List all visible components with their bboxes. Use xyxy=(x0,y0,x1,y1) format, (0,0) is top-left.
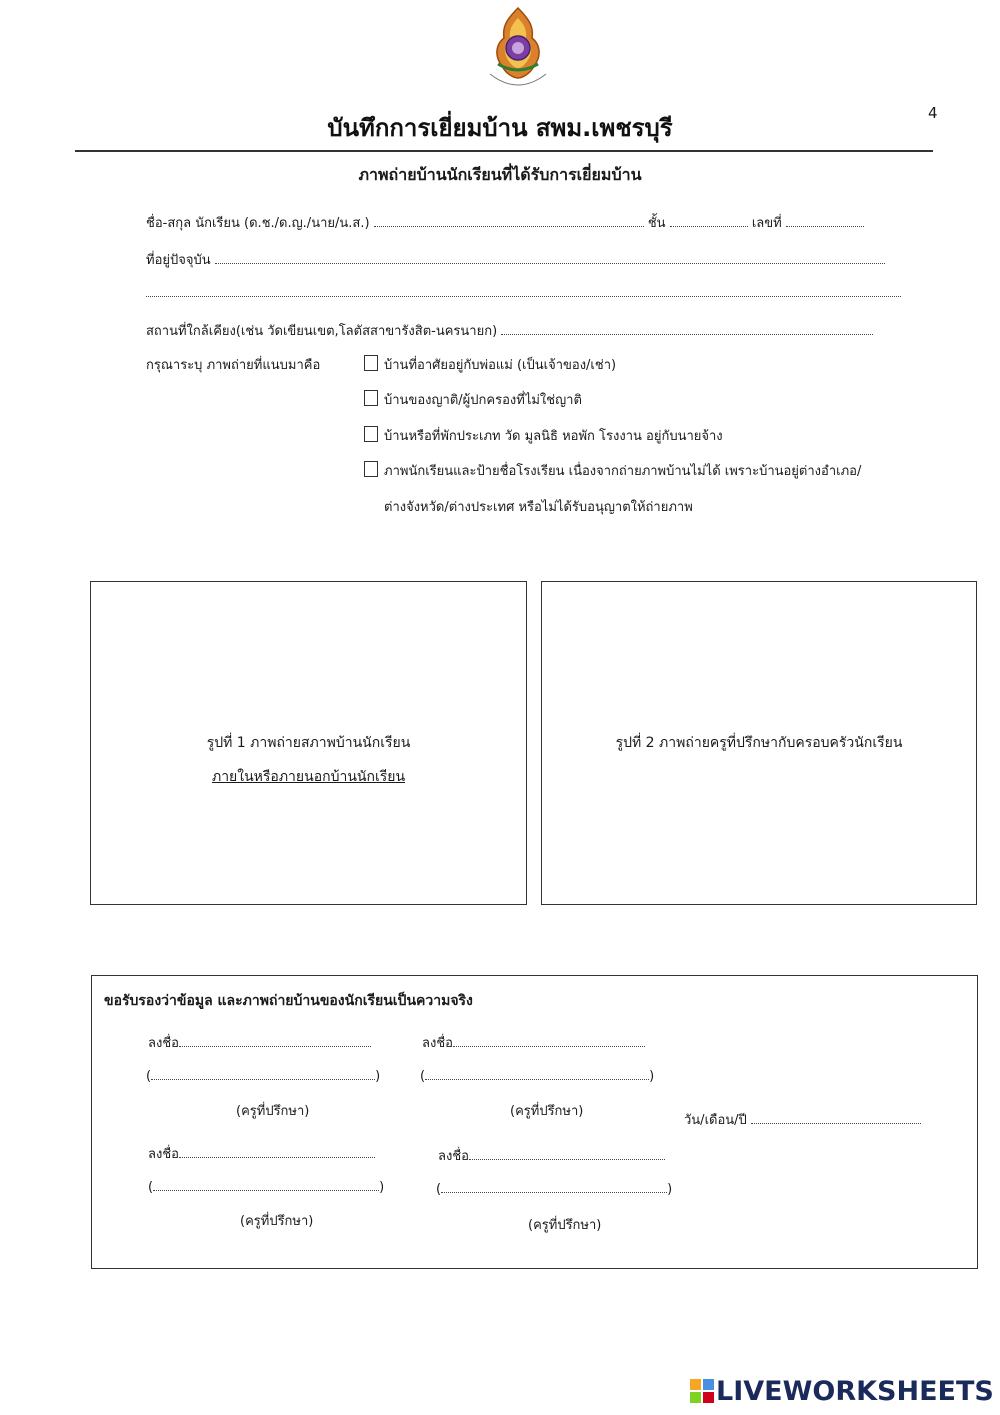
signature-4 xyxy=(438,1145,665,1166)
nearby-row xyxy=(146,320,873,341)
address-field-2[interactable] xyxy=(146,284,901,297)
page-subtitle: ภาพถ่ายบ้านนักเรียนที่ได้รับการเยี่ยมบ้าน xyxy=(358,165,642,184)
sign-field-4[interactable] xyxy=(469,1147,665,1160)
photo-box-1[interactable] xyxy=(90,581,527,905)
sign-label-2: ลงชื่อ xyxy=(422,1036,453,1051)
nearby-field[interactable] xyxy=(501,322,873,335)
page-title: บันทึกการเยี่ยมบ้าน สพม.เพชรบุรี xyxy=(327,114,673,142)
liveworksheets-icon xyxy=(690,1379,714,1403)
certify-heading: ขอรับรองว่าข้อมูล และภาพถ่ายบ้านของนักเรียนเป็นความจริง xyxy=(104,993,473,1009)
paren-close-1: ) xyxy=(375,1069,381,1084)
option-row-2 xyxy=(364,389,582,410)
student-name-field[interactable] xyxy=(374,214,644,227)
sign-label-4: ลงชื่อ xyxy=(438,1149,469,1164)
option-checkbox-4[interactable] xyxy=(364,461,378,477)
option-label-3: บ้านหรือที่พักประเภท วัด มูลนิธิ หอพัก โรงงาน อยู่กับนายจ้าง xyxy=(384,429,723,444)
address-row xyxy=(146,249,885,270)
specify-label: กรุณาระบุ ภาพถ่ายที่แนบมาคือ xyxy=(146,358,321,373)
signature-2 xyxy=(422,1032,645,1053)
name-paren-4 xyxy=(436,1180,672,1197)
sign-label-1: ลงชื่อ xyxy=(148,1036,179,1051)
number-label: เลขที่ xyxy=(751,216,782,231)
name-paren-2 xyxy=(420,1067,654,1084)
student-name-row xyxy=(146,212,864,233)
photo-1-caption: รูปที่ 1 ภาพถ่ายสภาพบ้านนักเรียน xyxy=(206,735,411,751)
name-field-1[interactable] xyxy=(151,1067,375,1080)
address-label: ที่อยู่ปัจจุบัน xyxy=(146,253,211,268)
date-label: วัน/เดือน/ปี xyxy=(684,1113,747,1128)
photo-1-caption-2: ภายในหรือภายนอกบ้านนักเรียน xyxy=(211,769,406,785)
option-label-1: บ้านที่อาศัยอยู่กับพ่อแม่ (เป็นเจ้าของ/เช่า) xyxy=(384,358,617,373)
nearby-label: สถานที่ใกล้เคียง(เช่น วัดเขียนเขต,โลตัสสาขารังสิต-นครนายก) xyxy=(146,324,498,339)
class-label: ชั้น xyxy=(647,216,666,231)
paren-close-2: ) xyxy=(649,1069,655,1084)
option-label-2: บ้านของญาติ/ผู้ปกครองที่ไม่ใช่ญาติ xyxy=(384,393,582,408)
certification-box xyxy=(91,975,978,1269)
paren-open-1: ( xyxy=(146,1069,152,1084)
sign-label-3: ลงชื่อ xyxy=(148,1147,179,1162)
role-4: (ครูที่ปรึกษา) xyxy=(528,1218,602,1233)
paren-open-4: ( xyxy=(436,1182,442,1197)
option-label-4-cont: ต่างจังหวัด/ต่างประเทศ หรือไม่ได้รับอนุญาตให้ถ่ายภาพ xyxy=(384,500,693,515)
name-paren-1 xyxy=(146,1067,380,1084)
option-checkbox-3[interactable] xyxy=(364,426,378,442)
liveworksheets-logo[interactable] xyxy=(690,1376,994,1407)
liveworksheets-text: LIVEWORKSHEETS xyxy=(716,1376,994,1407)
option-checkbox-2[interactable] xyxy=(364,390,378,406)
paren-close-4: ) xyxy=(667,1182,673,1197)
option-checkbox-1[interactable] xyxy=(364,355,378,371)
option-row-3 xyxy=(364,425,723,446)
address-row-2 xyxy=(146,284,901,301)
option-row-4 xyxy=(364,460,861,481)
date-row xyxy=(684,1109,921,1130)
sign-field-3[interactable] xyxy=(179,1145,375,1158)
name-field-4[interactable] xyxy=(441,1180,667,1193)
address-field[interactable] xyxy=(215,251,885,264)
photo-box-2[interactable] xyxy=(541,581,977,905)
sign-field-2[interactable] xyxy=(453,1034,645,1047)
date-field[interactable] xyxy=(751,1111,921,1124)
option-row-1 xyxy=(364,354,616,375)
name-field-3[interactable] xyxy=(153,1178,379,1191)
paren-open-2: ( xyxy=(420,1069,426,1084)
emblem-logo xyxy=(472,4,564,96)
paren-close-3: ) xyxy=(379,1180,385,1195)
option-label-4: ภาพนักเรียนและป้ายชื่อโรงเรียน เนื่องจากถ่ายภาพบ้านไม่ได้ เพราะบ้านอยู่ต่างอำเภอ/ xyxy=(384,464,862,479)
number-field[interactable] xyxy=(786,214,864,227)
sign-field-1[interactable] xyxy=(179,1034,371,1047)
role-2: (ครูที่ปรึกษา) xyxy=(510,1104,584,1119)
photo-2-caption: รูปที่ 2 ภาพถ่ายครูที่ปรึกษากับครอบครัวนักเรียน xyxy=(615,735,903,751)
role-1: (ครูที่ปรึกษา) xyxy=(236,1104,310,1119)
paren-open-3: ( xyxy=(148,1180,154,1195)
name-field-2[interactable] xyxy=(425,1067,649,1080)
page-number: 4 xyxy=(928,104,938,122)
header-divider xyxy=(75,150,933,152)
student-name-label: ชื่อ-สกุล นักเรียน (ด.ช./ด.ญ./นาย/น.ส.) xyxy=(146,216,370,231)
role-3: (ครูที่ปรึกษา) xyxy=(240,1214,314,1229)
class-field[interactable] xyxy=(670,214,748,227)
signature-1 xyxy=(148,1032,371,1053)
signature-3 xyxy=(148,1143,375,1164)
name-paren-3 xyxy=(148,1178,384,1195)
